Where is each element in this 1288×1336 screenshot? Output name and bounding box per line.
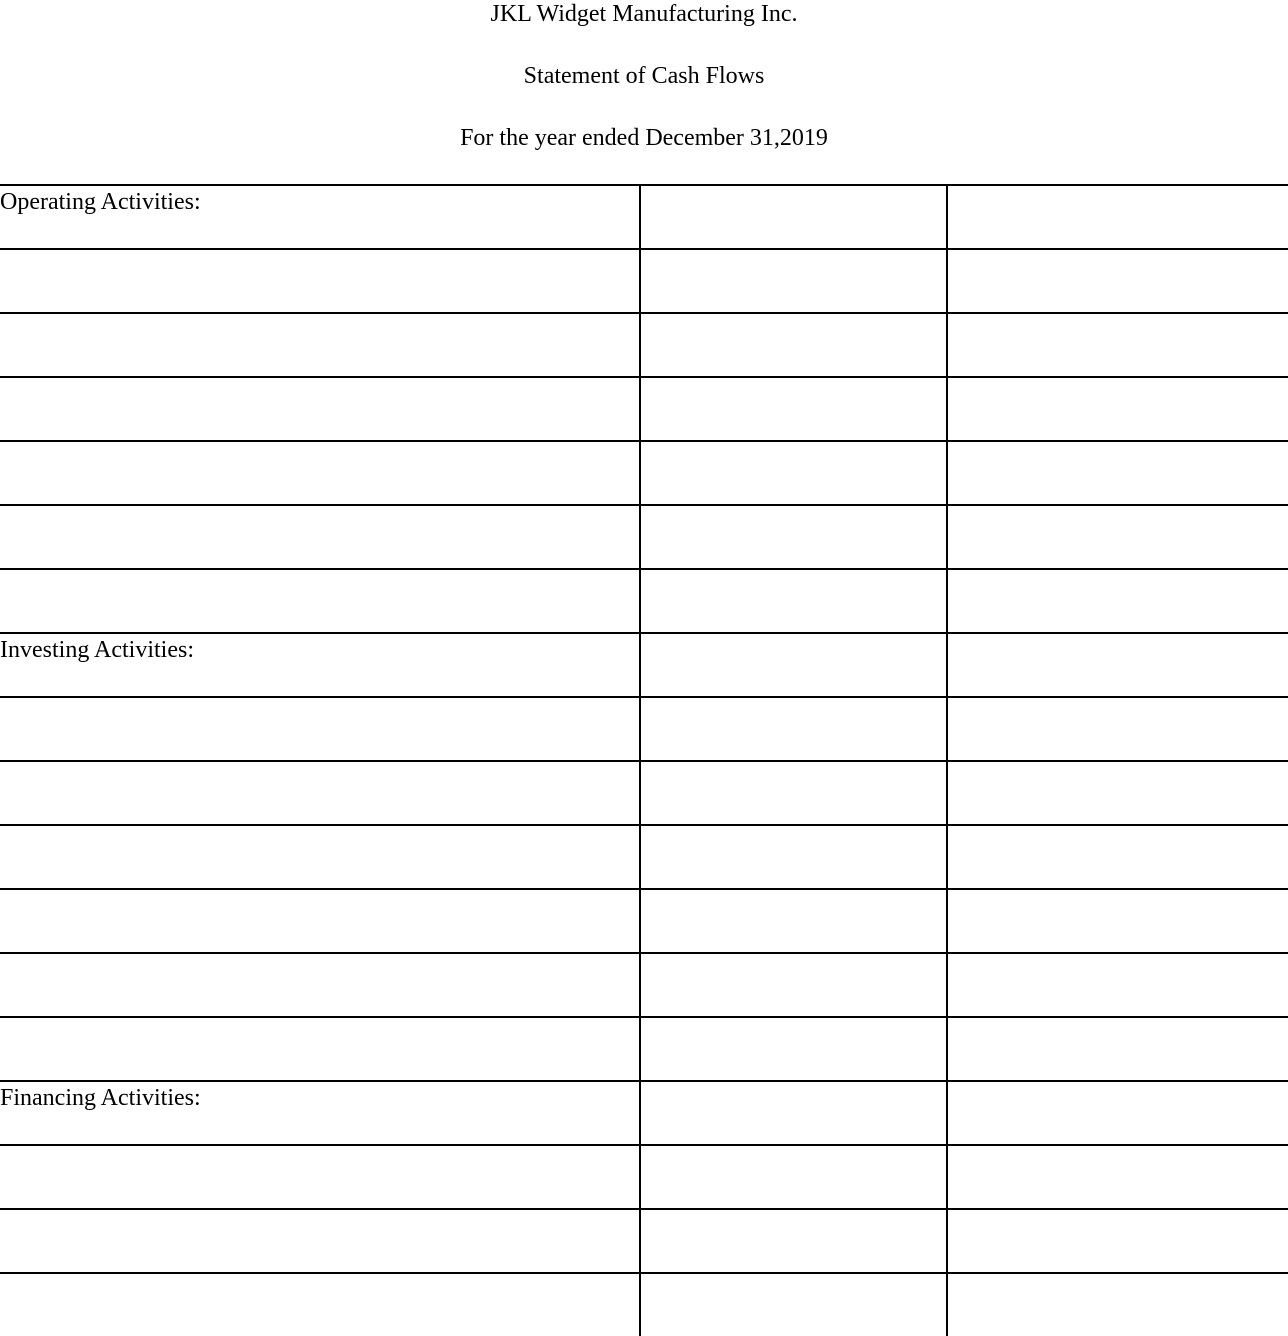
description-cell[interactable] (0, 441, 640, 505)
table-row (0, 569, 1288, 633)
description-text (0, 1274, 639, 1276)
description-cell[interactable] (0, 569, 640, 633)
total-cell[interactable] (947, 185, 1288, 249)
total-cell[interactable] (947, 761, 1288, 825)
table-row (0, 313, 1288, 377)
description-cell[interactable] (0, 761, 640, 825)
description-text (0, 378, 639, 380)
table-row (0, 441, 1288, 505)
cash-flow-table (0, 184, 1288, 1336)
cash-flow-table-body (0, 185, 1288, 1336)
description-text (0, 1146, 639, 1148)
description-cell[interactable] (0, 1017, 640, 1081)
description-cell[interactable] (0, 377, 640, 441)
description-text (0, 954, 639, 956)
total-cell[interactable] (947, 569, 1288, 633)
amount-cell[interactable] (640, 1209, 947, 1273)
description-cell[interactable] (0, 1209, 640, 1273)
total-cell[interactable] (947, 377, 1288, 441)
amount-cell[interactable] (640, 633, 947, 697)
amount-cell[interactable] (640, 1081, 947, 1145)
table-row (0, 1273, 1288, 1336)
description-text (0, 442, 639, 444)
description-text (0, 1210, 639, 1212)
description-cell[interactable] (0, 1273, 640, 1336)
total-cell[interactable] (947, 1209, 1288, 1273)
table-row (0, 825, 1288, 889)
total-cell[interactable] (947, 313, 1288, 377)
total-cell[interactable] (947, 697, 1288, 761)
description-text (0, 314, 639, 316)
company-name: JKL Widget Manufacturing Inc. (490, 1, 798, 27)
table-row (0, 1081, 1288, 1145)
description-text (0, 762, 639, 764)
description-cell[interactable] (0, 697, 640, 761)
amount-cell[interactable] (640, 953, 947, 1017)
description-cell[interactable] (0, 825, 640, 889)
description-cell[interactable] (0, 953, 640, 1017)
description-cell[interactable] (0, 185, 640, 249)
description-text (0, 506, 639, 508)
description-cell[interactable] (0, 505, 640, 569)
table-row (0, 1209, 1288, 1273)
amount-cell[interactable] (640, 761, 947, 825)
total-cell[interactable] (947, 1017, 1288, 1081)
description-cell[interactable] (0, 633, 640, 697)
table-row (0, 249, 1288, 313)
table-row (0, 1145, 1288, 1209)
description-text (0, 826, 639, 828)
statement-title: Statement of Cash Flows (523, 63, 765, 89)
total-cell[interactable] (947, 1273, 1288, 1336)
amount-cell[interactable] (640, 505, 947, 569)
total-cell[interactable] (947, 633, 1288, 697)
total-cell[interactable] (947, 825, 1288, 889)
amount-cell[interactable] (640, 249, 947, 313)
description-cell[interactable] (0, 889, 640, 953)
table-row (0, 697, 1288, 761)
table-row (0, 1017, 1288, 1081)
amount-cell[interactable] (640, 1017, 947, 1081)
description-cell[interactable] (0, 313, 640, 377)
description-cell[interactable] (0, 1145, 640, 1209)
table-row (0, 889, 1288, 953)
amount-cell[interactable] (640, 697, 947, 761)
amount-cell[interactable] (640, 185, 947, 249)
section-heading: Operating Activities: (0, 189, 201, 215)
amount-cell[interactable] (640, 377, 947, 441)
description-cell[interactable] (0, 249, 640, 313)
amount-cell[interactable] (640, 313, 947, 377)
total-cell[interactable] (947, 505, 1288, 569)
amount-cell[interactable] (640, 441, 947, 505)
total-cell[interactable] (947, 889, 1288, 953)
table-row (0, 185, 1288, 249)
description-text (0, 570, 639, 572)
description-text (0, 1018, 639, 1020)
total-cell[interactable] (947, 1145, 1288, 1209)
total-cell[interactable] (947, 1081, 1288, 1145)
amount-cell[interactable] (640, 1145, 947, 1209)
period-heading: For the year ended December 31,2019 (460, 125, 828, 151)
table-row (0, 761, 1288, 825)
amount-cell[interactable] (640, 1273, 947, 1336)
total-cell[interactable] (947, 953, 1288, 1017)
table-row (0, 633, 1288, 697)
amount-cell[interactable] (640, 569, 947, 633)
amount-cell[interactable] (640, 825, 947, 889)
section-heading: Investing Activities: (0, 637, 194, 663)
table-row (0, 953, 1288, 1017)
total-cell[interactable] (947, 249, 1288, 313)
table-row (0, 377, 1288, 441)
total-cell[interactable] (947, 441, 1288, 505)
description-text (0, 698, 639, 700)
table-row (0, 505, 1288, 569)
description-text (0, 250, 639, 252)
description-cell[interactable] (0, 1081, 640, 1145)
amount-cell[interactable] (640, 889, 947, 953)
section-heading: Financing Activities: (0, 1085, 201, 1111)
description-text (0, 890, 639, 892)
